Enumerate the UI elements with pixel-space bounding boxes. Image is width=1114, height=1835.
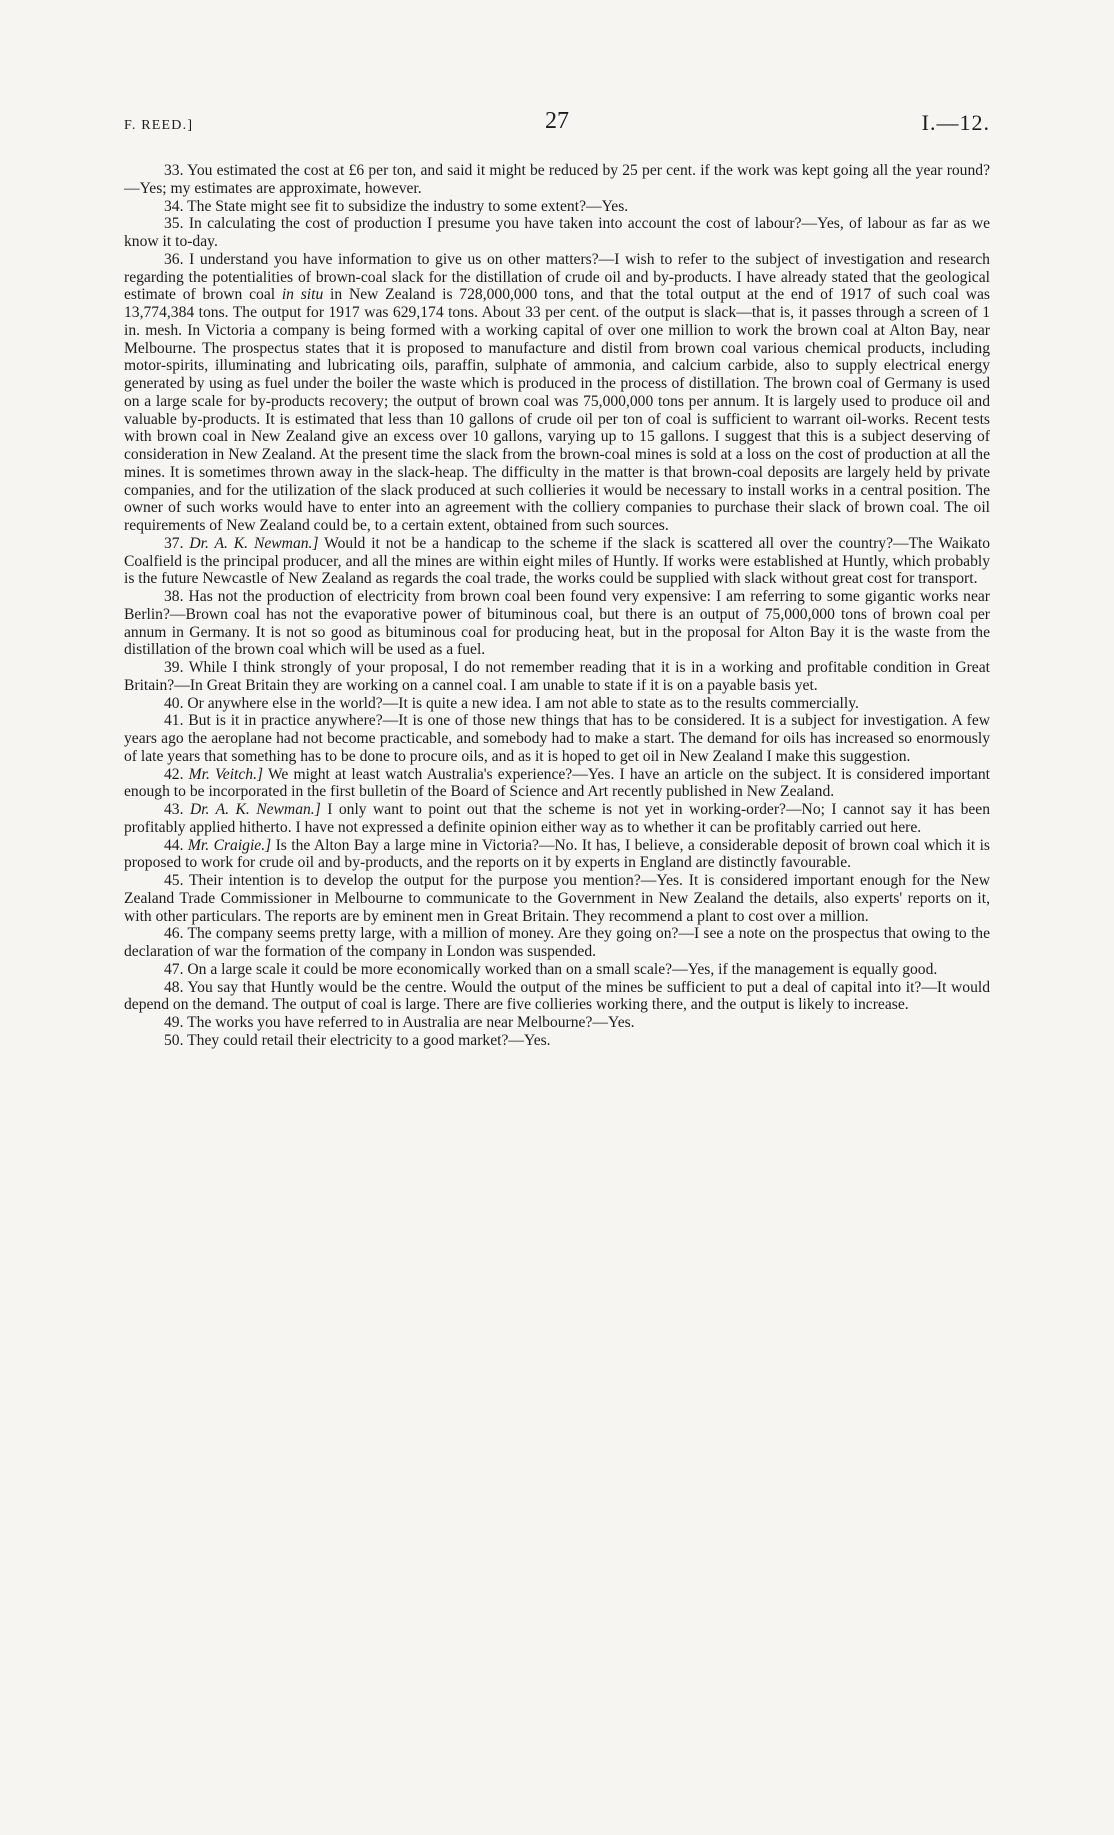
question-number: 33.: [164, 162, 184, 179]
question-number: 37.: [164, 534, 184, 552]
paragraph-46: [124, 925, 990, 961]
paragraph-34: [124, 198, 990, 216]
speaker-name: Mr. Veitch.]: [188, 765, 264, 783]
paragraph-40: [124, 695, 990, 713]
question-number: 34.: [164, 197, 184, 215]
page-number: 27: [545, 108, 569, 134]
paragraph-text: I only want to point out that the scheme is not yet in working-order?—No; I cannot say it has been profitably applied hitherto. I have not expressed a definite opinion either way as to whether it can be profitably carried out here.: [124, 801, 991, 836]
question-number: 39.: [164, 659, 184, 676]
witness-name: F. REED.]: [124, 118, 194, 133]
question-number: 45.: [164, 872, 184, 889]
paragraph-text: They could retail their electricity to a good market?—Yes.: [187, 1031, 551, 1049]
paragraph-37: [124, 535, 990, 588]
speaker-name: Dr. A. K. Newman.]: [189, 801, 321, 818]
question-number: 43.: [164, 801, 184, 818]
paragraph-44: [124, 837, 990, 873]
paragraph-text: You say that Huntly would be the centre. Would the output of the mines be sufficient to put a deal of capital into it?—It would depend on the demand. The output of coal is large. There are five collieries working there, and the output is likely to increase.: [124, 978, 990, 1014]
question-number: 47.: [164, 960, 184, 978]
question-number: 40.: [164, 694, 184, 712]
paragraph-36: [124, 251, 990, 535]
paragraph-text: In calculating the cost of production I presume you have taken into account the cost of labour?—Yes, of labour as far as we know it to-day.: [124, 215, 991, 250]
paragraph-42: [124, 766, 990, 802]
question-number: 41.: [164, 712, 184, 730]
paragraph-text: While I think strongly of your proposal, I do not remember reading that it is in a working and profitable condition in Great Britain?—In Great Britain they are working on a cannel coal. I am unable to state if it is on a payable basis yet.: [124, 659, 990, 694]
paragraph-text: Is the Alton Bay a large mine in Victoria?—No. It has, I believe, a considerable deposit of brown coal which it is proposed to work for crude oil and by-products, and the reports on it by experts in England are distinctly favourable.: [124, 836, 990, 872]
question-number: 44.: [164, 836, 184, 854]
question-number: 35.: [164, 215, 184, 233]
question-number: 50.: [164, 1031, 184, 1049]
paragraph-text: Would it not be a handicap to the scheme if the slack is scattered all over the country?—The Waikato Coalfield is the principal producer, and all the mines are within eight miles of Huntly. If works were established at Huntly, which probably is the future Newcastle of New Zealand as regards the coal trade, the works could be supplied with slack without great cost for transport.: [124, 534, 991, 588]
document-reference: I.—12.: [921, 110, 990, 135]
question-number: 46.: [164, 925, 184, 943]
question-number: 48.: [164, 978, 184, 996]
speaker-name: Dr. A. K. Newman.]: [189, 534, 319, 552]
paragraph-45: [124, 872, 990, 925]
page-header: [124, 108, 990, 142]
paragraph-text: But is it in practice anywhere?—It is one of those new things that has to be considered. It is a subject for investigation. A few years ago the aeroplane had not become practicable, and somebody had to make a start. The demand for oils has increased so enormously of late years that something has to be done to procure oils, and as it is hoped to get oil in New Zealand I make this suggestion.: [124, 712, 991, 765]
paragraph-text: The works you have referred to in Australia are near Melbourne?—Yes.: [187, 1014, 635, 1031]
question-number: 38.: [164, 588, 184, 605]
paragraph-text: Has not the production of electricity from brown coal been found very expensive: I am referring to some gigantic works near Berlin?—Brown coal has not the evaporative power of bituminous coal, but there is an output of 75,000,000 tons of brown coal per annum in Germany. It is not so good as bituminous coal for producing heat, but in the proposal for Alton Bay it is the waste from the distillation of the brown coal which will be used as a fuel.: [124, 588, 990, 659]
paragraph-text: Their intention is to develop the output for the purpose you mention?—Yes. It is considered important enough for the New Zealand Trade Commissioner in Melbourne to communicate to the Government in New Zealand the details, also experts' reports on it, with other particulars. The reports are by eminent men in Great Britain. They recommend a plant to cost over a million.: [124, 872, 990, 925]
paragraph-49: [124, 1014, 990, 1032]
speaker-name: Mr. Craigie.]: [187, 836, 272, 854]
question-number: 49.: [164, 1014, 184, 1031]
question-number: 36.: [164, 250, 184, 268]
paragraph-48: [124, 979, 990, 1015]
paragraph-41: [124, 712, 990, 765]
paragraph-47: [124, 961, 990, 979]
paragraph-text: You estimated the cost at £6 per ton, and said it might be reduced by 25 per cent. if the work was kept going all the year round?—Yes; my estimates are approximate, however.: [124, 162, 990, 197]
paragraph-text: The company seems pretty large, with a million of money. Are they going on?—I see a note on the prospectus that owing to the declaration of war the formation of the company in London was suspended.: [124, 925, 991, 960]
paragraph-text: We might at least watch Australia's experience?—Yes. I have an article on the subject. It is considered important enough to be incorporated in the first bulletin of the Board of Science and Art recently published in New Zealand.: [124, 765, 990, 801]
evidence-body: [124, 162, 990, 1050]
paragraph-39: [124, 659, 990, 695]
question-number: 42.: [164, 765, 184, 783]
paragraph-38: [124, 588, 990, 659]
paragraph-text: On a large scale it could be more economically worked than on a small scale?—Yes, if the management is equally good.: [187, 960, 938, 978]
paragraph-33: [124, 162, 990, 198]
paragraph-50: [124, 1032, 990, 1050]
paragraph-35: [124, 215, 990, 251]
paragraph-text: I understand you have information to give us on other matters?—I wish to refer to the subject of investigation and research regarding the potentialities of brown-coal slack for the distillation of crude oil and by-products. I have already stated that the geological estimate of brown coal in situ in New Zealand is 728,000,000 tons, and that the total output at the end of 1917 of such coal was 13,774,384 tons. The output for 1917 was 629,174 tons. About 33 per cent. of the output is slack—that is, it passes through a screen of 1 in. mesh. In Victoria a company is being formed with a working capital of over one million to work the brown coal at Alton Bay, near Melbourne. The prospectus states that it is proposed to manufacture and distil from brown coal various chemical products, including motor-spirits, illuminating and lubricating oils, paraffin, sulphate of ammonia, and calcium carbide, also to supply electrical energy generated by using as fuel under the boiler the waste which is produced in the process of distillation. The brown coal of Germany is used on a large scale for by-products recovery; the output of brown coal was 75,000,000 tons per annum. It is largely used to produce oil and valuable by-products. It is estimated that less than 10 gallons of crude oil per ton of coal is sufficient to warrant oil-works. Recent tests with brown coal in New Zealand give an excess over 10 gallons, varying up to 15 gallons. I suggest that this is a subject deserving of consideration in New Zealand. At the present time the slack from the brown-coal mines is sold at a loss on the cost of production at all the mines. It is sometimes thrown away in the slack-heap. The difficulty in the matter is that brown-coal deposits are largely held by private companies, and for the utilization of the slack produced at such collieries it would be necessary to install works in a central position. The owner of such works would have to enter into an agreement with the colliery companies to purchase their slack of brown coal. The oil requirements of New Zealand could be, to a certain extent, obtained from such sources.: [124, 250, 990, 534]
paragraph-text: The State might see fit to subsidize the industry to some extent?—Yes.: [187, 197, 629, 215]
paragraph-43: [124, 801, 990, 837]
paragraph-text: Or anywhere else in the world?—It is quite a new idea. I am not able to state as to the results commercially.: [187, 694, 859, 712]
